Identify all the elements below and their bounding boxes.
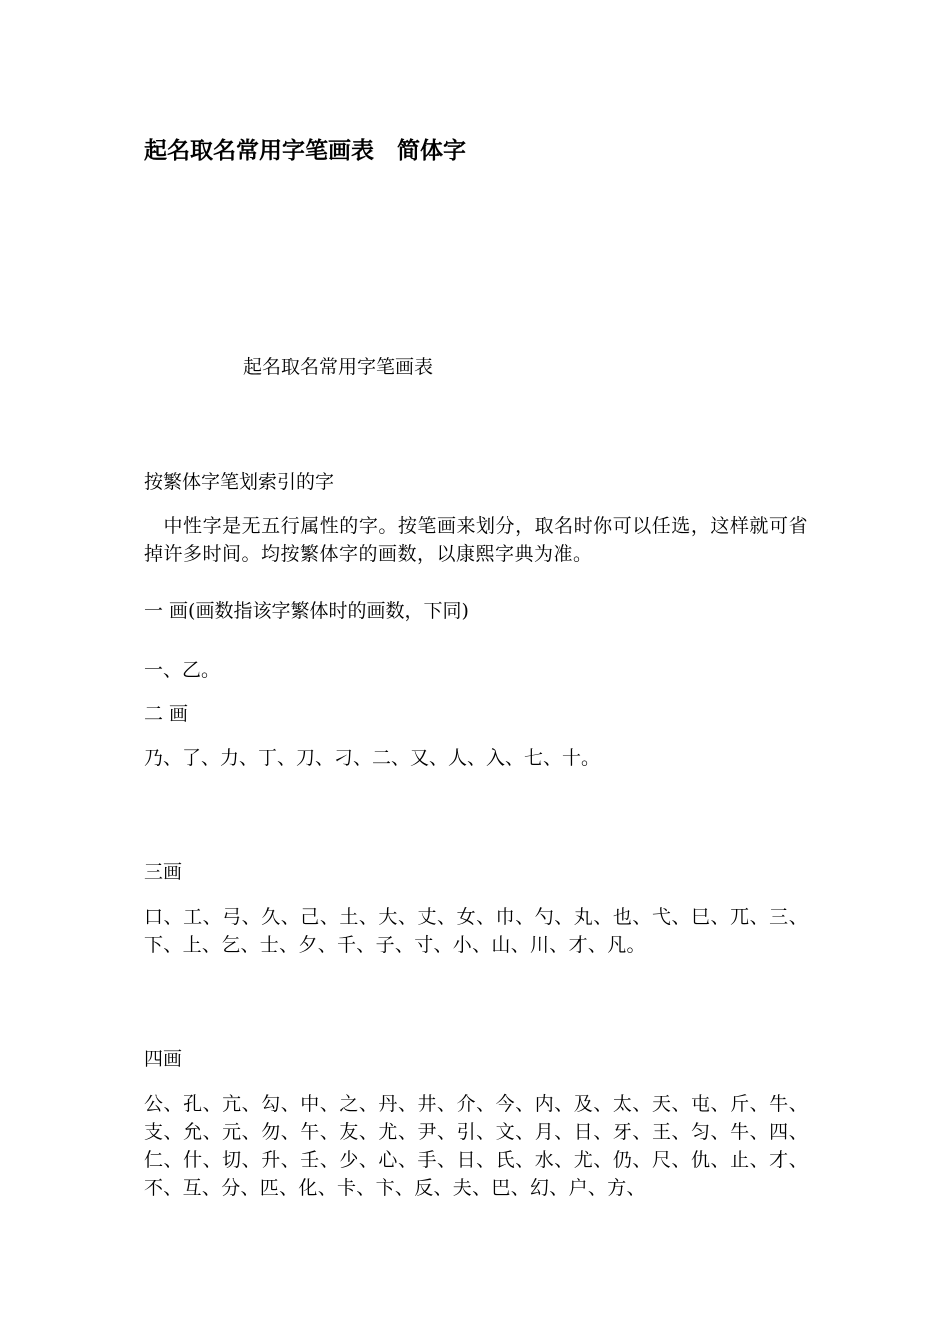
index-heading: 按繁体字笔划索引的字 [144, 471, 335, 493]
section-chars-2: 乃、了、力、丁、刀、刁、二、又、人、入、七、十。 [144, 747, 601, 769]
document-subtitle: 起名取名常用字笔画表 [243, 356, 434, 378]
intro-paragraph: 中性字是无五行属性的字。按笔画来划分，取名时你可以任选，这样就可省掉许多时间。均按繁体字的画数，以康熙字典为准。 [144, 515, 808, 565]
section-heading-4: 四画 [144, 1048, 183, 1070]
document-title: 起名取名常用字笔画表 简体字 [144, 137, 466, 164]
section-chars-1: 一、乙。 [144, 659, 221, 681]
section-heading-2: 二 画 [144, 703, 189, 725]
section-heading-1: 一 画(画数指该字繁体时的画数，下同) [144, 600, 469, 622]
section-heading-3: 三画 [144, 861, 183, 883]
section-chars-3: 口、工、弓、久、己、土、大、丈、女、巾、勺、丸、也、弋、巳、兀、三、下、上、乞、士、夕、千、子、寸、小、山、川、才、凡。 [144, 906, 808, 956]
section-chars-4: 公、孔、亢、勾、中、之、丹、井、介、今、内、及、太、天、屯、斤、牛、支、允、元、勿、午、友、尤、尹、引、文、月、日、牙、王、匀、牛、四、仁、什、切、升、壬、少、心、手、日、氏、水、尤、仍、尺、仇、止、才、不、互、分、匹、化、卡、卞、反、夫、巴、幻、户、方、 [144, 1093, 808, 1199]
